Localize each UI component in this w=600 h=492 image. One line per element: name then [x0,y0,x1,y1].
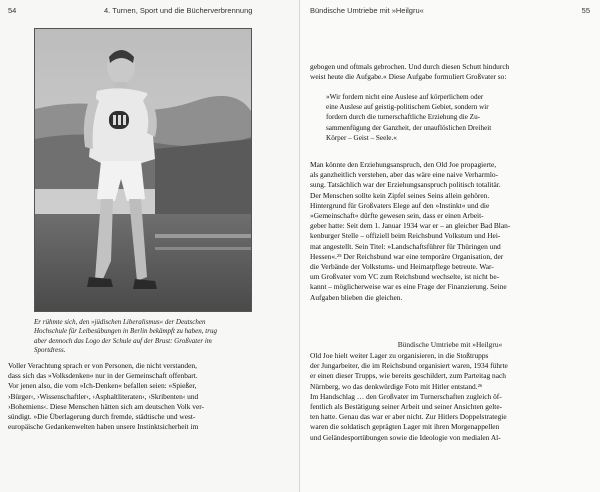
sport-portrait-photo [34,28,252,312]
text-line: er einen dieser Trupps, wie bereits geschildert, zum Parteitag nach [310,371,506,381]
text-line: die Verbände der Volkstums- und Heimatpflege betreute. War- [310,262,494,272]
page-number: 54 [8,6,17,15]
text-line: ›Bürger‹, ›Wissenschaftler‹, ›Asphaltliteraten‹, ›Skribenten‹ und [8,391,199,401]
caption-line: Er rühmte sich, den »jüdischen Liberalismus« der Deutschen [34,318,206,326]
text-line: als ganzheitlich verstehen, aber das wäre eine naive Verharmlo- [310,170,499,180]
text-line: kenburger Stelle – offiziell beim Reichsbund Volkstum und Hei- [310,231,501,241]
block-quote [326,92,588,143]
text-line: Der Menschen sollte kein Zipfel seines Seins allein gehören. [310,190,490,200]
text-line: ›Bohemiens‹. Diese Menschen hätten sich am deutschen Volk ver- [8,401,204,411]
left-body-text [8,361,290,432]
text-line: Hintergrund für Großvaters Elege auf den »Instinkt« und die [310,200,490,210]
right-section-text [310,351,592,443]
running-head: Bündische Umtriebe mit »Heilgru« [310,6,424,15]
quote-line: fordern durch die turnerschaftliche Erziehung die Zu- [326,113,481,122]
quote-line: »Wir fordern nicht eine Auslese auf körperlichem oder [326,93,484,101]
text-line: sung. Tatsächlich war der Erziehungsanspruch politisch totalitär. [310,180,501,190]
text-line: Im Handschlag … den Großvater im Turnerschaften zugleich öf- [310,391,502,401]
caption-line: Sportdress. [34,346,66,355]
photo-caption [34,318,252,356]
text-line: geber hatte: Seit dem 1. Januar 1934 war er – an gleicher Bad Blan- [310,221,511,231]
quote-line: Körper – Geist – Seele.« [326,133,397,142]
text-line: ten hatte. Genau das war er aber nicht. Zur Hitlers Doppelstrategie [310,412,507,422]
text-line: und Geländesportübungen sowie die Ideologie von medialen Al- [310,432,501,442]
section-subheading: Bündische Umtriebe mit »Heilgru« [397,340,503,349]
text-line: sündigt. »Die Überlagerung durch fremde, städtische und west- [8,412,196,422]
text-line: um Großvater vom VC zum Reichsbund wechselte, ist nicht be- [310,272,500,282]
text-line: Nürnberg, wo das denkwürdige Foto mit Hitler entstand.²⁶ [310,381,483,391]
text-line: weist heute die Aufgabe.« Diese Aufgabe formuliert Großvater so: [310,72,507,82]
text-line: »Gemeinschaft« dürfte gewesen sein, dass er einen Arbeit- [310,211,484,221]
right-page [300,0,600,492]
text-line: Voller Verachtung sprach er von Personen, die nicht verstanden, [8,361,197,370]
caption-line: aber dennoch das Logo der Schule auf der Brust: Großvater im [34,336,212,345]
text-line: dass sich das »Volksdenken« nur in der Gemeinschaft offenbart. [8,371,198,381]
page-number: 55 [581,6,590,15]
text-line: Hessen«.²⁵ Der Reichsbund war eine temporäre Organisation, der [310,251,504,261]
text-line: Vor jenen also, die vom »Ich-Denken« befallen seien: »Spießer, [8,381,197,391]
caption-line: Hochschule für Leibesübungen in Berlin bekämpft zu haben, trug [34,327,217,336]
text-line: europäische Gedankenwelten haben unsere Instinktsicherheit im [8,422,199,432]
text-line: waren die soldatisch geprägten Lager mit ihren Morgenappellen [310,422,500,432]
text-line: mat angestellt. Sein Titel: »Landschaftsführer für Thüringen und [310,241,501,251]
running-head: 4. Turnen, Sport und die Bücherverbrennung [104,6,253,15]
quote-line: eine Auslese auf geistig-politischem Gebiet, sondern wir [326,103,489,112]
quote-line: sammenfügung der Ganzheit, der unauflöslichen Dreiheit [326,123,492,132]
right-intro-text [310,62,592,82]
text-line: gebogen und oftmals gebrochen. Und durch diesen Schutt hindurch [310,62,510,71]
text-line: Aufgaben blieben die gleichen. [310,292,403,302]
text-line: der Jungarbeiter, die im Reichsbund organisiert waren, 1934 führte [310,361,508,371]
text-line: kannt – möglicherweise war es eine Frage der Finanzierung. Seine [310,282,507,292]
right-body-text [310,160,592,303]
text-line: Old Joe hielt weiter Lager zu organisieren, in die Stoßtrupps [310,351,489,360]
text-line: fentlich als Bestätigung seiner Arbeit und seiner Ansichten gelte- [310,402,503,412]
text-line: Man könnte den Erziehungsanspruch, den Old Joe propagierte, [310,160,497,169]
